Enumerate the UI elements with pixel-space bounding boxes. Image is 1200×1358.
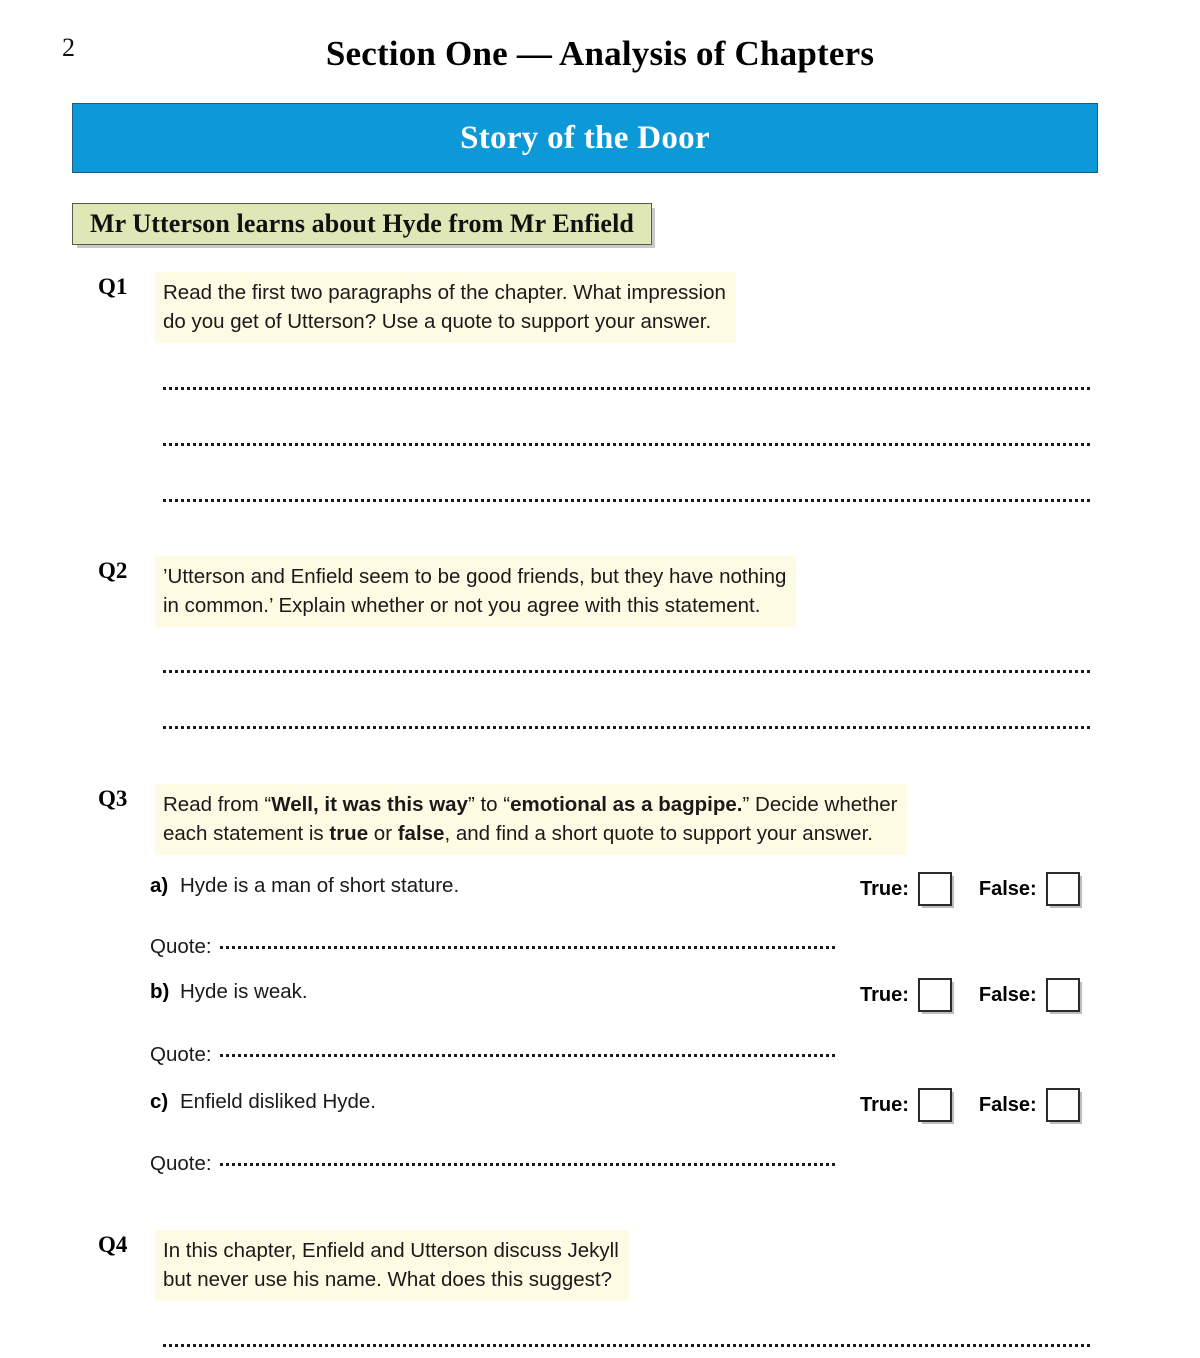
answer-line-q1-3[interactable] xyxy=(163,493,1090,502)
tf-true-label: True: xyxy=(860,1093,909,1116)
quote-label: Quote: xyxy=(150,935,212,958)
tf-false-group-a[interactable] xyxy=(979,872,1080,906)
tf-item-letter: a) xyxy=(150,874,169,897)
question-q4 xyxy=(98,1230,658,1301)
tf-false-label: False: xyxy=(978,1093,1037,1116)
tf-false-group-b[interactable] xyxy=(979,978,1080,1012)
checkbox-false-c[interactable] xyxy=(1046,1088,1080,1122)
question-text-q3 xyxy=(155,784,907,855)
quote-row-c xyxy=(150,1152,835,1176)
tf-false-label: False: xyxy=(978,983,1037,1006)
tf-true-group-c[interactable] xyxy=(860,1088,952,1122)
question-text-line: In this chapter, Enfield and Utterson discuss Jekyll xyxy=(163,1239,619,1262)
checkbox-true-c[interactable] xyxy=(918,1088,952,1122)
chapter-banner xyxy=(72,103,1098,173)
checkbox-false-a[interactable] xyxy=(1046,872,1080,906)
answer-line-q1-2[interactable] xyxy=(163,437,1090,446)
question-q1 xyxy=(98,272,738,343)
question-text-line: ’Utterson and Enfield seem to be good friends, but they have nothing xyxy=(163,565,787,588)
quote-answer-line-a[interactable] xyxy=(220,940,835,949)
subheading-box xyxy=(72,203,652,245)
subheading-label: Mr Utterson learns about Hyde from Mr Enfield xyxy=(90,209,634,238)
question-text-line: but never use his name. What does this suggest? xyxy=(163,1268,612,1292)
question-text-q4 xyxy=(155,1230,629,1301)
answer-line-q1-1[interactable] xyxy=(163,381,1090,390)
section-title: Section One — Analysis of Chapters xyxy=(325,34,875,73)
answer-line-q4-1[interactable] xyxy=(163,1338,1090,1347)
question-q3 xyxy=(98,784,933,855)
tf-item-letter: c) xyxy=(150,1090,169,1113)
question-label-q4: Q4 xyxy=(98,1232,128,1257)
tf-item-statement: Hyde is weak. xyxy=(180,980,308,1003)
quote-row-b xyxy=(150,1043,835,1067)
answer-line-q2-2[interactable] xyxy=(163,720,1090,729)
question-text-line: do you get of Utterson? Use a quote to support your answer. xyxy=(163,310,712,334)
quote-answer-line-c[interactable] xyxy=(220,1157,835,1166)
tf-controls-a xyxy=(860,872,1080,906)
tf-item-statement: Hyde is a man of short stature. xyxy=(180,874,460,897)
question-text-line: in common.’ Explain whether or not you agree with this statement. xyxy=(163,594,761,618)
tf-true-group-b[interactable] xyxy=(860,978,952,1012)
tf-true-group-a[interactable] xyxy=(860,872,952,906)
quote-label: Quote: xyxy=(150,1043,212,1066)
tf-false-group-c[interactable] xyxy=(979,1088,1080,1122)
question-label-q2: Q2 xyxy=(98,558,128,583)
chapter-banner-title: Story of the Door xyxy=(460,119,710,156)
checkbox-true-b[interactable] xyxy=(918,978,952,1012)
tf-item-statement: Enfield disliked Hyde. xyxy=(180,1090,376,1113)
quote-label: Quote: xyxy=(150,1152,212,1175)
question-label-q1: Q1 xyxy=(98,274,128,299)
question-text-q1 xyxy=(155,272,736,343)
quote-answer-line-b[interactable] xyxy=(220,1048,835,1057)
question-text-line: each statement is true or false, and find a short quote to support your answer. xyxy=(163,822,873,846)
tf-item-letter: b) xyxy=(150,980,170,1003)
page-number: 2 xyxy=(62,33,75,62)
tf-true-label: True: xyxy=(860,877,909,900)
question-text-line: Read the first two paragraphs of the chapter. What impression xyxy=(163,281,726,304)
question-text-q2 xyxy=(155,556,796,627)
tf-false-label: False: xyxy=(978,877,1037,900)
question-text-line: Read from “Well, it was this way” to “emotional as a bagpipe.” Decide whether xyxy=(163,793,898,816)
question-q2 xyxy=(98,556,828,627)
quote-row-a xyxy=(150,935,835,959)
checkbox-true-a[interactable] xyxy=(918,872,952,906)
checkbox-false-b[interactable] xyxy=(1046,978,1080,1012)
tf-true-label: True: xyxy=(860,983,909,1006)
tf-controls-b xyxy=(860,978,1080,1012)
question-label-q3: Q3 xyxy=(98,786,128,811)
answer-line-q2-1[interactable] xyxy=(163,664,1090,673)
tf-controls-c xyxy=(860,1088,1080,1122)
